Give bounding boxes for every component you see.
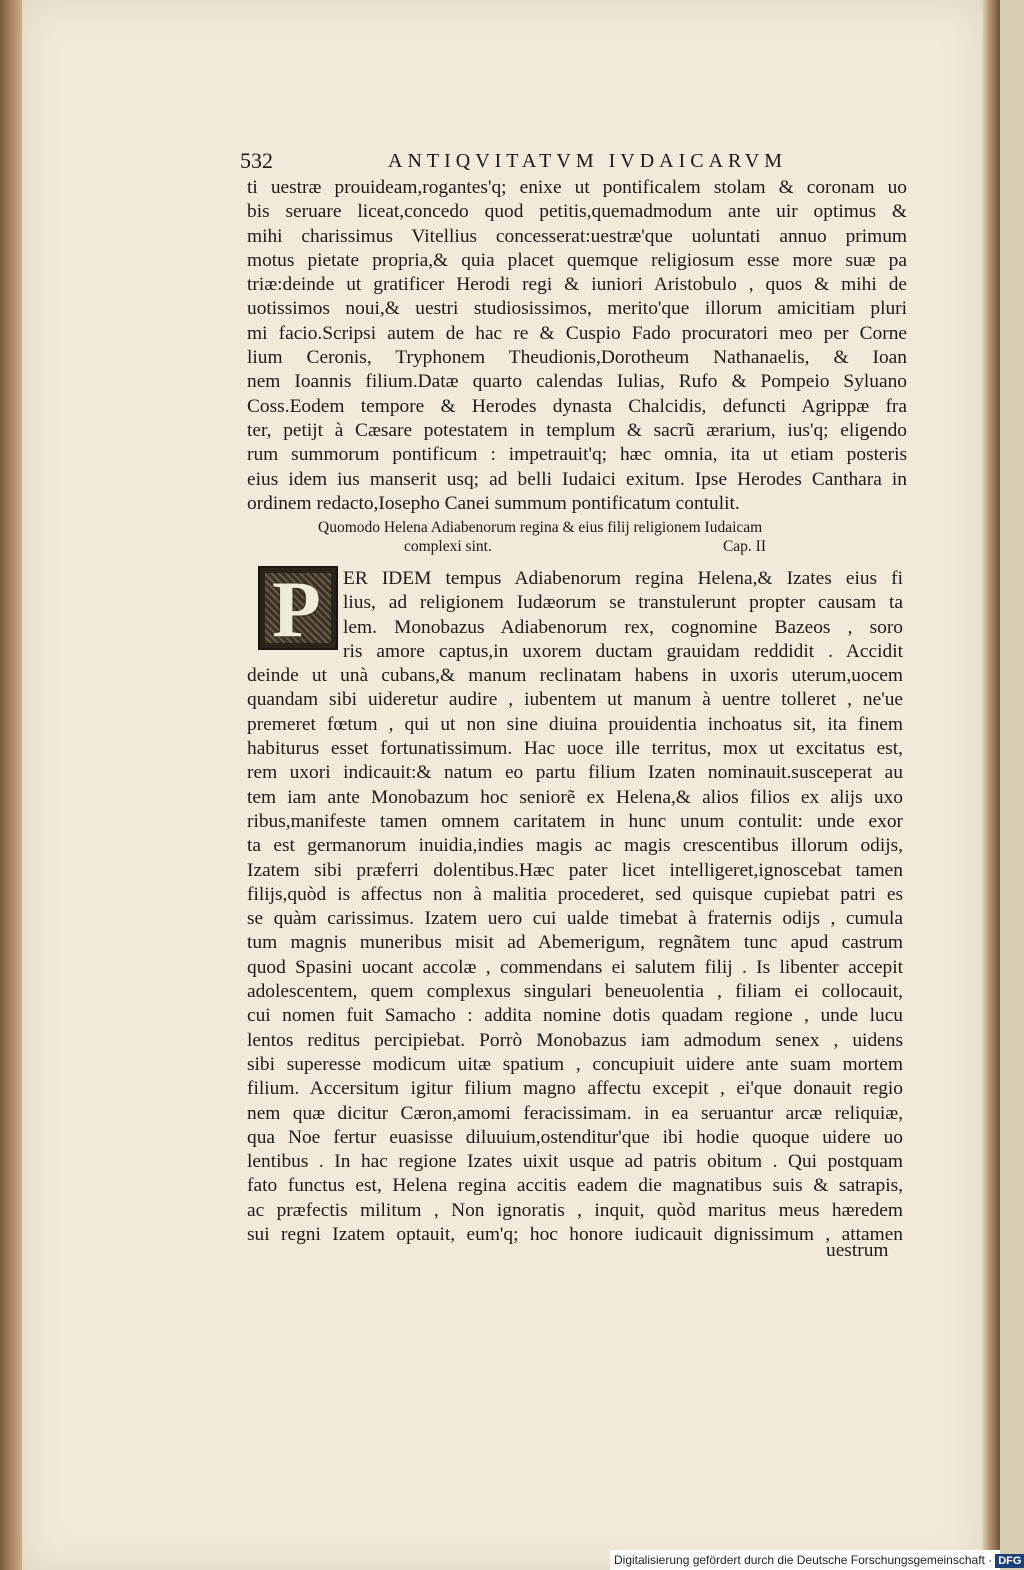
text-line: habiturus esset fortunatissimum. Hac uoce ille territus, mox ut excitatus est,	[247, 738, 903, 760]
text-line: lentibus . In hac regione Izates uixit usque ad patris obitum . Qui postquam	[247, 1151, 903, 1173]
text-line: rem uxori indicauit:& natum eo partu filium Izaten nominauit.susceperat au	[247, 762, 903, 784]
text-line: deinde ut unà cubans,& manum reclinatam habens in uxoris uterum,uocem	[247, 665, 903, 687]
text-line: ac præfectis militum , Non ignoratis , inquit, quòd maritus meus hæredem	[247, 1199, 903, 1221]
chapter-heading	[318, 518, 818, 556]
text-line: sui regni Izatem optauit, eum'q; hoc honore iudicauit dignissimum , attamen	[247, 1224, 903, 1246]
digitization-footer	[610, 1550, 1022, 1570]
footer-text: Digitalisierung gefördert durch die Deutsche Forschungsgemeinschaft ·	[614, 1553, 993, 1567]
text-line: se quàm carissimus. Izatem uero cui ualde timebat à fraternis odijs , cumula	[247, 908, 903, 930]
text-line: ter, petijt à Cæsare potestatem in templum & sacrũ ærarium, ius'q; eligendo	[247, 419, 907, 441]
text-line: triæ:deinde ut gratificer Herodi regi & iuniori Aristobulo , quos & mihi de	[247, 274, 907, 296]
text-line: nem Ioannis filium.Datæ quarto calendas Iulias, Rufo & Pompeio Syluano	[247, 371, 907, 393]
text-line: lem. Monobazus Adiabenorum rex, cognomine Bazeos , soro	[343, 616, 903, 638]
text-line: fato functus est, Helena regina accitis eadem die magnatibus suis & satrapis,	[247, 1175, 903, 1197]
text-line: Izatem sibi præferri dolentibus.Hæc pater licet intelligeret,ignoscebat tamen	[247, 859, 903, 881]
chapter-title-line-1: Quomodo Helena Adiabenorum regina & eius filij religionem Iudaicam	[318, 519, 763, 536]
dfg-logo: DFG	[995, 1554, 1024, 1568]
text-line: quod Spasini uocant accolæ , commendans ei salutem filij . Is libenter accepit	[247, 956, 903, 978]
text-line: lius, ad religionem Iudæorum se transtulerunt propter causam ta	[343, 592, 903, 614]
text-line: tum magnis muneribus misit ad Abemerigum, regnãtem tunc apud castrum	[247, 932, 903, 954]
page-header	[240, 148, 800, 178]
book-edge-left	[0, 0, 22, 1570]
page-number: 532	[240, 148, 273, 173]
text-line: motus pietate propria,& quia placet quemque religiosum esse more suæ pa	[247, 249, 907, 271]
text-line: eius idem ius manserit usq; ad belli Iudaici exitum. Ipse Herodes Canthara in	[247, 468, 907, 490]
paragraph-2	[247, 567, 903, 1247]
text-line: ER IDEM tempus Adiabenorum regina Helena,& Izates eius fi	[343, 568, 903, 589]
text-line: bis seruare liceat,concedo quod petitis,quemadmodum ante uir optimus &	[247, 201, 907, 223]
book-edge-right	[982, 0, 1000, 1570]
text-line: mihi charissimus Vitellius concesserat:uestræ'que uoluntati annuo primum	[247, 225, 907, 247]
text-line: filijs,quòd is affectus non à malitia procederet, sed quisque cupiebat patri es	[247, 883, 903, 905]
initial-letter: P	[272, 566, 321, 654]
text-line: ordinem redacto,Iosepho Canei summum pontificatum contulit.	[247, 492, 740, 514]
text-line: ta est germanorum inuidia,indies magis ac magis crescentibus illorum odijs,	[247, 835, 903, 857]
text-line: ribus,manifeste tamen omnem caritatem in hunc unum contulit: unde exor	[247, 810, 903, 832]
text-line: sibi superesse modicum uitæ spatium , concupiuit uidere ante suam mortem	[247, 1053, 903, 1075]
text-line: ti uestræ prouideam,rogantes'q; enixe ut pontificalem stolam & coronam uo	[247, 177, 907, 198]
text-line: rum summorum pontificum : impetrauit'q; hæc omnia, ita ut etiam posteris	[247, 444, 907, 466]
text-line: quandam sibi uideretur audire , iubentem ut manum à uentre tolleret , ne'ue	[247, 689, 903, 711]
chapter-number: Cap. II	[722, 538, 766, 555]
text-line: cui nomen fuit Samacho : addita nomine dotis quadam regione , unde lucu	[247, 1005, 903, 1027]
running-head: ANTIQVITATVM IVDAICARVM	[388, 150, 787, 172]
text-line: ris amore captus,in uxorem ductam grauidam reddidit . Accidit	[343, 640, 903, 662]
paragraph-1	[247, 176, 907, 516]
text-line: uotissimos noui,& uestri studiosissimos, merito'que illorum amicitiam pluri	[247, 298, 907, 320]
text-line: lium Ceronis, Tryphonem Theudionis,Dorotheum Nathanaelis, & Ioan	[247, 347, 907, 369]
text-line: filium. Accersitum igitur filium magno affectu excepit , ei'que donauit regio	[247, 1078, 903, 1100]
text-line: qua Noe fertur euasisse diluuium,ostenditur'que ibi hodie quoque uidere uo	[247, 1126, 903, 1148]
text-line: adolescentem, quem complexus singulari beneuolentia , filiam ei collocauit,	[247, 981, 903, 1003]
text-line: nem quæ dicitur Cæron,amomi feracissimam. in ea seruantur arcæ reliquiæ,	[247, 1102, 903, 1124]
text-line: mi facio.Scripsi autem de hac re & Cuspio Fado procuratori meo per Corne	[247, 322, 907, 344]
text-line: Coss.Eodem tempore & Herodes dynasta Chalcidis, defuncti Agrippæ fra	[247, 395, 907, 417]
text-line: premeret fœtum , qui ut non sine diuina prouidentia inchoatus sit, ita finem	[247, 713, 903, 735]
chapter-title-line-2: complexi sint.	[404, 538, 492, 555]
text-line: lentos reditus percipiebat. Porrò Monobazus iam admodum senex , uidens	[247, 1029, 903, 1051]
catchword: uestrum	[826, 1240, 889, 1261]
text-line: tem iam ante Monobazum hoc seniorẽ ex Helena,& alios filios ex alijs uxo	[247, 786, 903, 808]
